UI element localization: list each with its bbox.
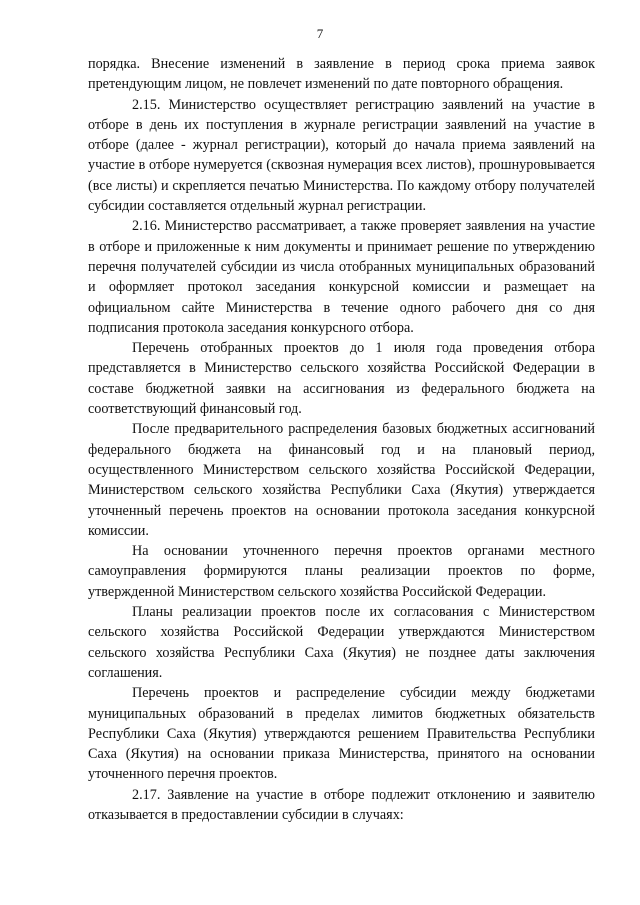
page-number: 7	[316, 26, 324, 41]
paragraph-2-17: 2.17. Заявление на участие в отборе подлежит отклонению и заявителю отказывается в предоставлении субсидии в случаях:	[88, 786, 595, 823]
paragraph-implementation-plans: На основании уточненного перечня проектов органами местного самоуправления формируются планы реализации проектов по форме, утвержденной Министерством сельского хозяйства Российской Федерации.	[88, 543, 595, 600]
paragraph-2-16: 2.16. Министерство рассматривает, а также проверяет заявления на участие в отборе и приложенные к ним документы и принимает решение по утверждению перечня получателей субсидии из числа отобранных муниципальных образований и оформляет протокол заседания конкурсной комиссии и размещает на официальном сайте Министерства в течение одного рабочего дня со дня подписания протокола заседания конкурсного отбора.	[88, 218, 595, 336]
paragraph-plan-approval: Планы реализации проектов после их согласования с Министерством сельского хозяйства Российской Федерации утверждаются Министерством сельского хозяйства Республики Саха (Якутия) не позднее даты заключения соглашения.	[88, 604, 595, 681]
paragraph-2-15: 2.15. Министерство осуществляет регистрацию заявлений на участие в отборе в день их поступления в журнале регистрации заявлений на участие в отборе (далее - журнал регистрации), который до начала приема заявлений на участие в отборе нумеруется (сквозная нумерация всех листов), прошнуровывается (все листы) и скрепляется печатью Министерства. По каждому отбору получателей субсидии составляется отдельный журнал регистрации.	[88, 96, 595, 215]
paragraph-project-list: Перечень отобранных проектов до 1 июля года проведения отбора представляется в Министерство сельского хозяйства Российской Федерации в составе бюджетной заявки на ассигнования из федерального бюджета на соответствующий финансовый год.	[88, 340, 595, 418]
paragraph-preliminary-distribution: После предварительного распределения базовых бюджетных ассигнований федерального бюджета на финансовый год и на плановый период, осуществленного Министерством сельского хозяйства Российской Федерации, Министерством сельского хозяйства Республики Саха (Якутия) утверждается уточненный перечень проектов на основании протокола заседания конкурсной комиссии.	[88, 421, 595, 539]
paragraph-subsidy-distribution: Перечень проектов и распределение субсидии между бюджетами муниципальных образований в пределах лимитов бюджетных обязательств Республики Саха (Якутия) утверждаются решением Правительства Республики Саха (Якутия) на основании приказа Министерства, принятого на основании уточненного перечня проектов.	[88, 685, 595, 783]
paragraph-continuation: порядка. Внесение изменений в заявление в период срока приема заявок претендующим лицом, не повлечет изменений по дате повторного обращения.	[88, 56, 595, 93]
document-body	[88, 54, 595, 825]
